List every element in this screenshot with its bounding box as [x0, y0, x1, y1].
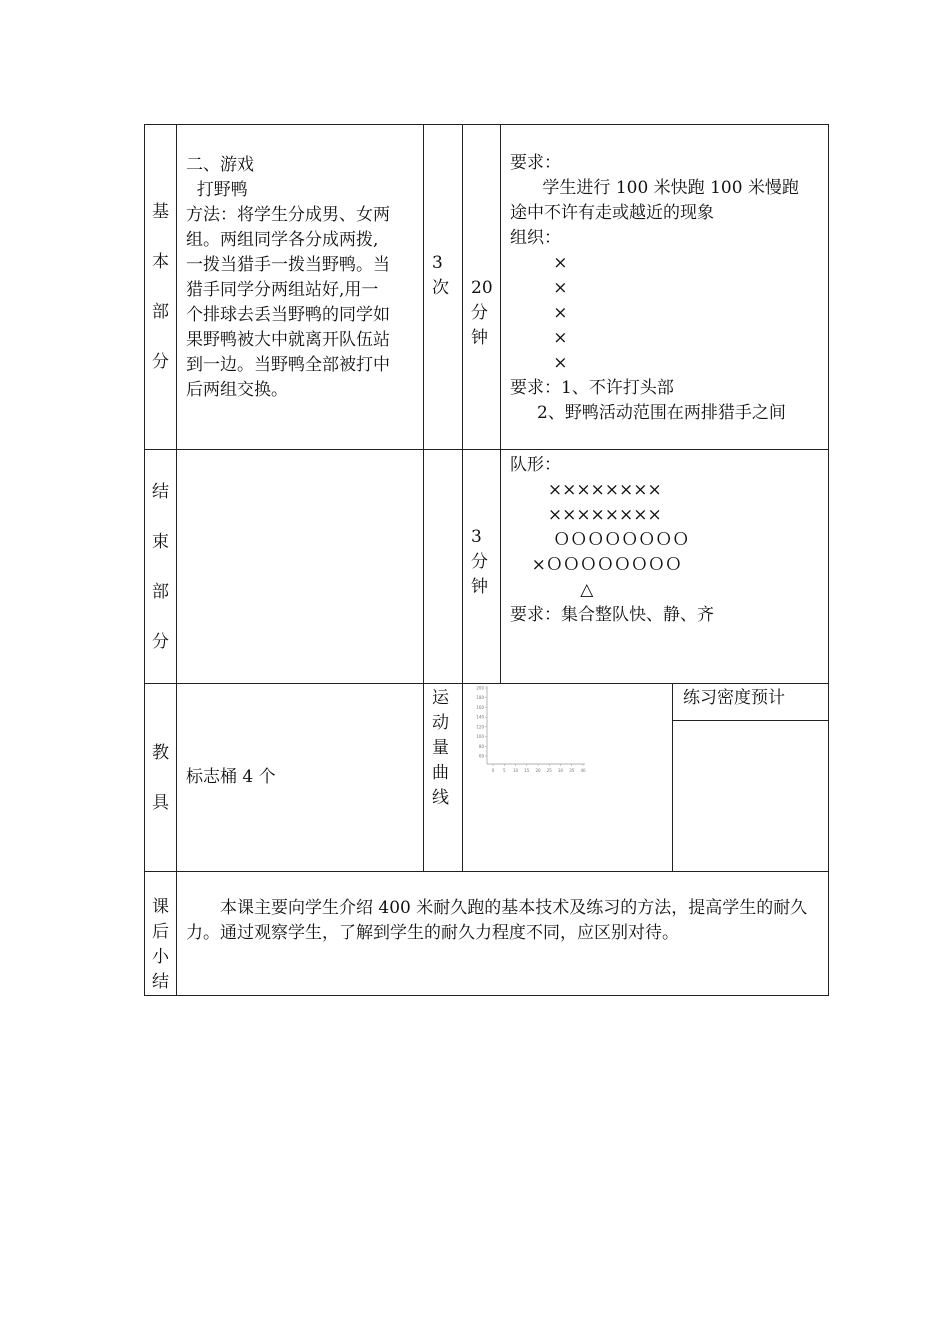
basic-part-row: [145, 125, 829, 450]
x-tick-label: 10: [512, 768, 519, 773]
summary-row: [145, 872, 829, 996]
ending-part-organization: 队形： ×××××××× ×××××××× ＯＯＯＯＯＯＯＯ ×ＯＯＯＯＯＯＯＯ △ 要求：集合整队快、静、齐: [501, 450, 829, 684]
exercise-curve-label: 运 动 量 曲 线: [424, 684, 463, 872]
summary-content: 本课主要向学生介绍 400 米耐久跑的基本技术及练习的方法，提高学生的耐久力。通过观察学生，了解到学生的耐久力程度不同，应区别对待。: [177, 872, 829, 996]
x-tick-label: 35: [569, 768, 575, 773]
summary-label: 课 后 小 结: [145, 872, 177, 996]
basic-part-organization: 要求： 学生进行 100 米快跑 100 米慢跑 途中不许有走或越近的现象 组织： × × × × × 要求：1、不许打头部 2、野鸭活动范围在两排猎手之间: [501, 125, 829, 450]
density-header: [673, 684, 828, 721]
ending-part-content: [177, 450, 424, 684]
equipment-row: [145, 684, 829, 872]
x-tick-label: 15: [524, 768, 530, 773]
y-tick-label: 160: [476, 704, 484, 710]
density-cell: [673, 684, 829, 872]
x-tick-label: 5: [502, 768, 506, 773]
ending-part-duration: 3 分 钟: [463, 450, 501, 684]
basic-part-content: 二、游戏 打野鸭 方法：将学生分成男、女两 组。两组同学各分成两拨, 一拨当猎手一拨当野鸭。当 猎手同学分两组站好,用一 个排球去丢当野鸭的同学如 果野鸭被大中就离开队伍站 到一边。当野鸭全部被打中 后两组交换。: [177, 125, 424, 450]
ending-part-times: [424, 450, 463, 684]
ending-part-row: [145, 450, 829, 684]
basic-part-label: 基 本 部 分: [145, 125, 177, 450]
basic-part-times: 3 次: [424, 125, 463, 450]
x-tick-label: 30: [557, 768, 564, 773]
y-tick-label: 120: [476, 724, 484, 730]
basic-part-duration: 20 分 钟: [463, 125, 501, 450]
x-tick-label: 40: [580, 768, 586, 773]
y-tick-label: 140: [476, 714, 484, 720]
lesson-plan-table: [144, 124, 829, 996]
y-tick-label: 60: [478, 753, 484, 759]
equipment-label: 教 具: [145, 684, 177, 872]
x-tick-label: 0: [491, 768, 495, 773]
y-tick-label: 200: [476, 685, 484, 691]
exercise-curve-cell: [463, 684, 673, 872]
x-tick-label: 25: [546, 768, 552, 773]
y-tick-label: 100: [476, 734, 484, 740]
exercise-curve-chart: [463, 684, 672, 870]
density-label: 练习密度预计: [683, 688, 785, 708]
y-tick-label: 180: [476, 695, 484, 701]
ending-part-label: 结 束 部 分: [145, 450, 177, 684]
x-tick-label: 20: [535, 768, 541, 773]
equipment-content: 标志桶 4 个: [177, 684, 424, 872]
y-tick-label: 80: [478, 743, 484, 749]
